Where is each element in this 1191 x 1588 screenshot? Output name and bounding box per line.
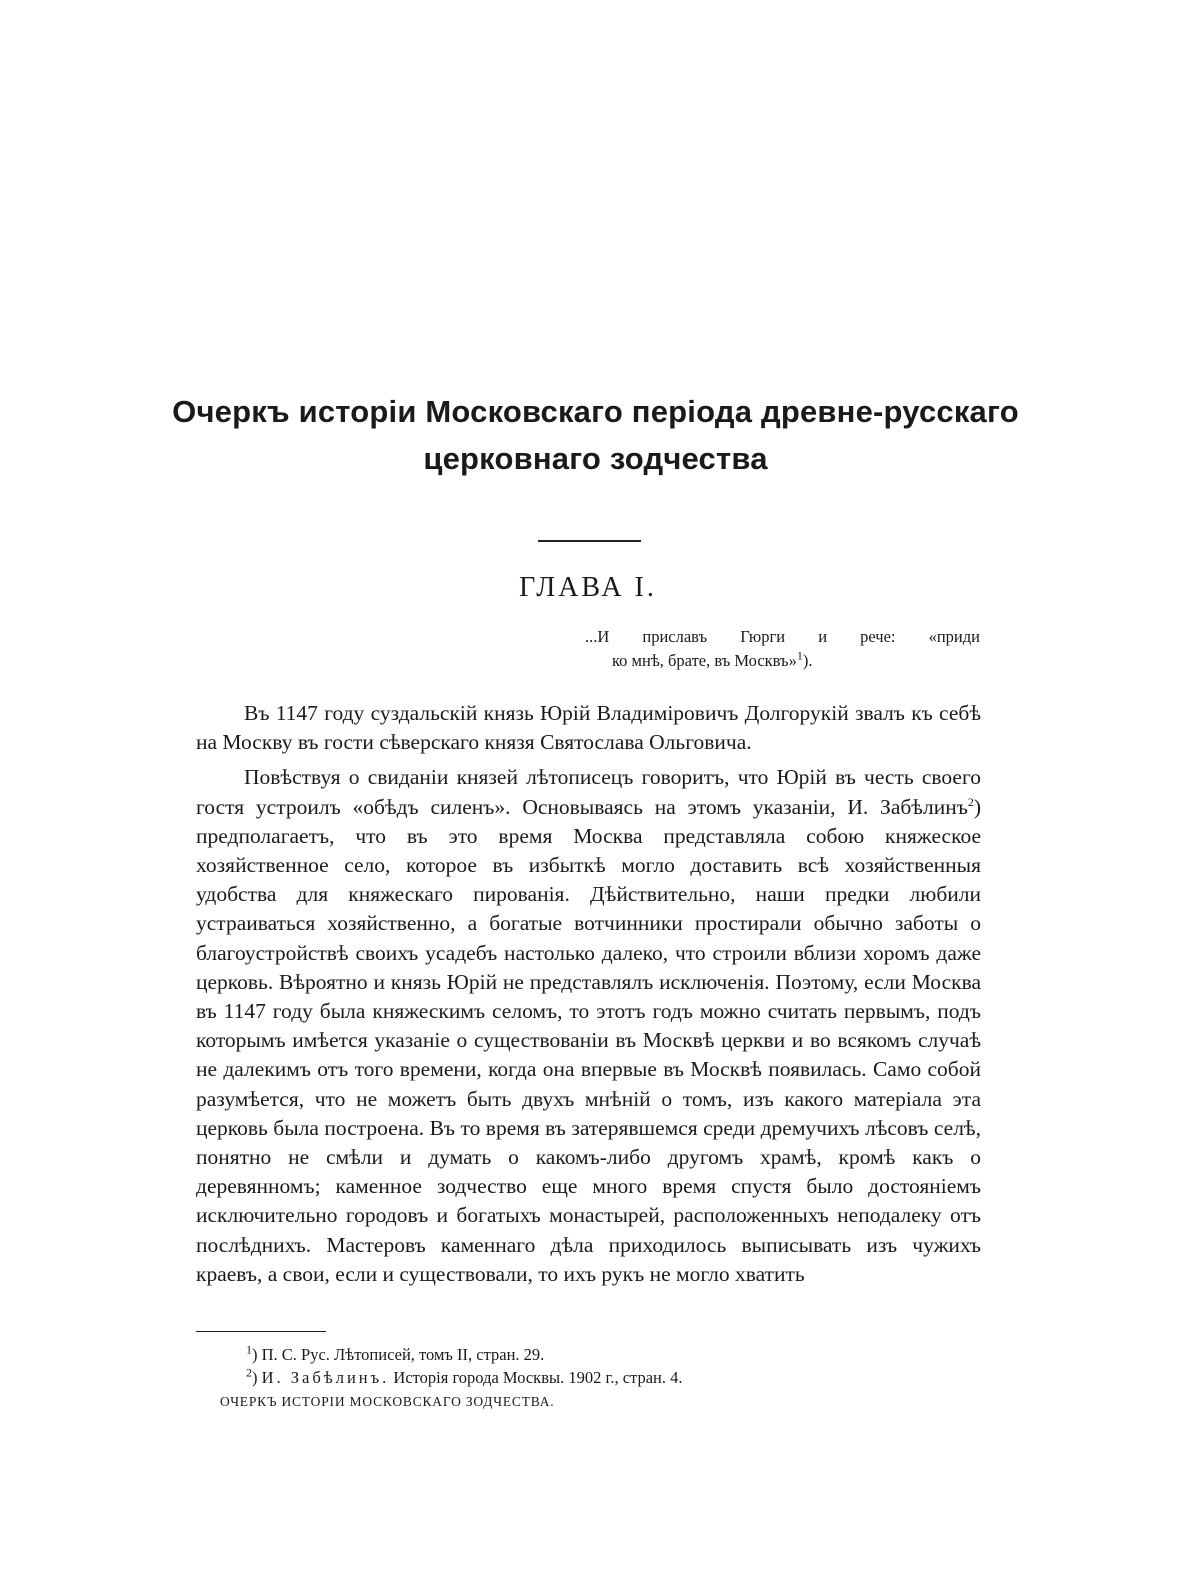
epigraph-tail: ). xyxy=(802,651,813,670)
footnote-ref-2: 2 xyxy=(967,794,974,809)
footnote-ref-1: 1 xyxy=(796,648,803,663)
epigraph-line-2 xyxy=(585,649,980,673)
body-text xyxy=(196,699,981,1295)
footnote-1 xyxy=(246,1343,683,1366)
paragraph-2-part-a: Повѣствуя о свиданіи князей лѣтописецъ говоритъ, что Юрій въ честь своего гостя устроилъ «обѣдъ силенъ». Основываясь на этомъ указаніи, И. Забѣлинъ xyxy=(196,765,981,819)
title-divider xyxy=(538,540,641,542)
epigraph xyxy=(585,625,980,673)
paragraph-2-part-b: ) предполагаетъ, что въ это время Москва представляла собою княжеское хозяйственное село, которое въ избыткѣ могло доставить всѣ хозяйственныя удобства для княжескаго пированія. Дѣйствительно, наши предки любили устраиваться хозяйственно, а богатые вотчинники простирали обычно заботы о благоустройствѣ своихъ усадебъ настолько далеко, что строили вблизи хоромъ даже церковь. Вѣроятно и князь Юрій не представлялъ исключенія. Поэтому, если Москва въ 1147 году была княжескимъ селомъ, то этотъ годъ можно считать первымъ, подъ которымъ имѣется указаніе о существованіи въ Москвѣ церкви и во всякомъ случаѣ не далекимъ отъ того времени, когда она впервые въ Москвѣ появилась. Само собой разумѣется, что не можетъ быть двухъ мнѣній о томъ, изъ какого матеріала эта церковь была построена. Въ то время въ затерявшемся среди дремучихъ лѣсовъ селѣ, понятно не смѣли и думать о какомъ-либо другомъ храмѣ, кромѣ какъ о деревянномъ; каменное зодчество еще много время спустя было достояніемъ исключительно городовъ и богатыхъ монастырей, расположенныхъ неподалеку отъ послѣднихъ. Мастеровъ каменнаго дѣла приходилось выписывать изъ чужихъ краевъ, а свои, если и существовали, то ихъ рукъ не могло хватить xyxy=(196,794,981,1286)
page-signature: ОЧЕРКЪ ИСТОРІИ МОСКОВСКАГО ЗОДЧЕСТВА. xyxy=(220,1394,555,1409)
footnote-1-text: ) П. С. Рус. Лѣтописей, томъ II, стран. 29. xyxy=(252,1345,545,1364)
title-line-1: Очеркъ исторіи Московскаго періода древне-русскаго xyxy=(172,394,1019,429)
footnote-1-mark: 1 xyxy=(246,1342,252,1357)
title-line-2: церковнаго зодчества xyxy=(423,441,768,476)
article-title xyxy=(0,388,1191,482)
footnote-2-text: Исторія города Москвы. 1902 г., стран. 4. xyxy=(389,1368,683,1387)
footnotes xyxy=(246,1343,683,1389)
paragraph-1: Въ 1147 году суздальскій князь Юрій Владиміровичъ Долгорукій звалъ къ себѣ на Москву въ гости сѣверскаго князя Святослава Ольговича. xyxy=(196,701,981,755)
chapter-heading: ГЛАВА I. xyxy=(519,572,657,603)
paragraph-2 xyxy=(196,763,981,1289)
epigraph-text: ко мнѣ, брате, въ Москвъ» xyxy=(612,651,797,670)
footnote-divider xyxy=(196,1331,326,1332)
epigraph-line-1: ...И приславъ Гюрги и рече: «приди xyxy=(585,627,980,646)
footnote-2: $^2$) И. Забѣлинъ. Исторія города Москвы. 1902 г., стран. 4. xyxy=(246,1365,683,1387)
footnote-2-author: И. Забѣлинъ. xyxy=(261,1368,390,1387)
footnote-2-mark: 2 xyxy=(246,1365,252,1380)
